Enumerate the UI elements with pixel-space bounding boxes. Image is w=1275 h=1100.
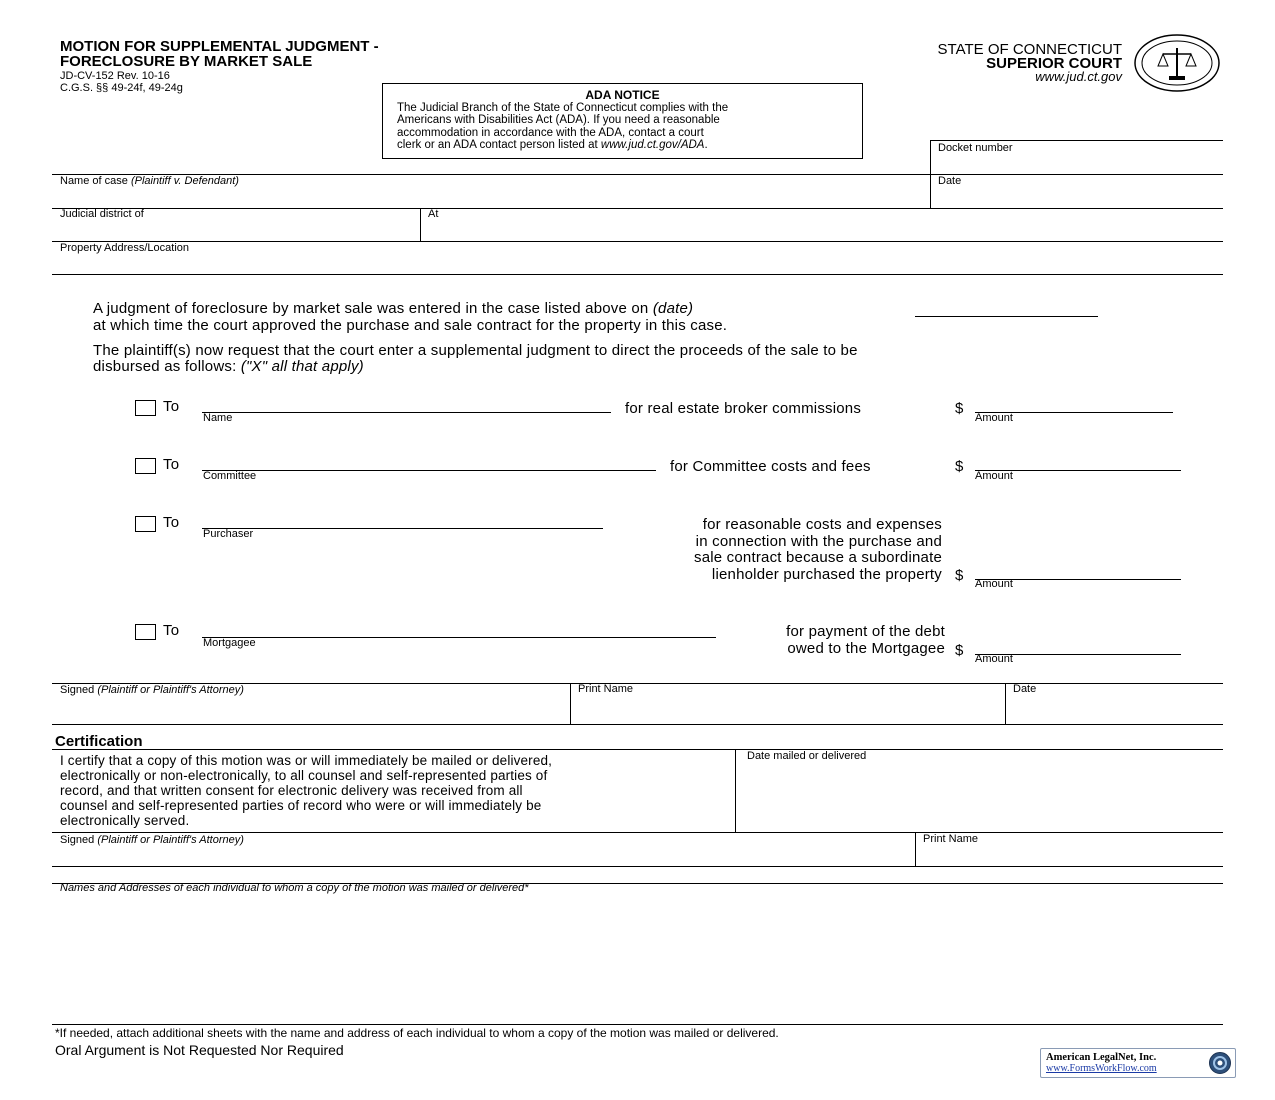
broker-name-line[interactable]: [202, 398, 611, 413]
signature-input[interactable]: [60, 700, 564, 720]
mortgagee-to-label: To: [163, 622, 180, 639]
request-paragraph-line1: The plaintiff(s) now request that the court enter a supplemental judgment to direct the proceeds of the sale to be: [93, 342, 858, 359]
request-paragraph-line2: [93, 358, 364, 375]
statute-reference: C.G.S. §§ 49-24f, 49-24g: [60, 82, 183, 94]
cert-signed-label: [60, 834, 244, 846]
certification-text-line3: record, and that written consent for electronic delivery was received from all: [60, 783, 523, 798]
form-number: JD-CV-152 Rev. 10-16: [60, 70, 170, 82]
date-input[interactable]: [938, 189, 1222, 207]
ada-text-line4: clerk or an ADA contact person listed at: [397, 138, 601, 151]
committee-dollar-sign: $: [955, 458, 964, 475]
case-name-hint: (Plaintiff v. Defendant): [130, 175, 239, 187]
case-name-label-text: Name of case: [60, 175, 128, 187]
mortgagee-dollar-sign: $: [955, 642, 964, 659]
judicial-district-input[interactable]: [60, 222, 414, 240]
vendor-badge[interactable]: [1040, 1048, 1236, 1078]
judicial-district-label: Judicial district of: [60, 208, 144, 220]
vendor-logo-icon: [1208, 1051, 1232, 1075]
court-website[interactable]: www.jud.ct.gov: [1035, 69, 1122, 84]
cert-signed-label-text: Signed: [60, 834, 95, 846]
judgment-paragraph-line1: [93, 300, 693, 317]
certification-text-line1: I certify that a copy of this motion was or will immediately be mailed or delivered,: [60, 753, 553, 768]
ada-notice-title: ADA NOTICE: [585, 88, 660, 102]
form-title-line1: MOTION FOR SUPPLEMENTAL JUDGMENT -: [60, 38, 379, 55]
case-name-label: [60, 175, 239, 187]
signed-label: [60, 684, 244, 696]
purchaser-amount-label: Amount: [975, 578, 1013, 590]
signature-date-label: Date: [1013, 683, 1037, 695]
purchaser-checkbox[interactable]: [135, 516, 156, 532]
committee-to-label: To: [163, 456, 180, 473]
signed-hint: (Plaintiff or Plaintiff's Attorney): [97, 684, 244, 696]
names-addresses-input[interactable]: [60, 898, 1222, 1022]
mortgagee-description: [786, 624, 945, 657]
broker-amount-label: Amount: [975, 412, 1013, 424]
request-text: disbursed as follows:: [93, 358, 241, 375]
purchaser-name-label: Purchaser: [203, 528, 254, 540]
mortgagee-checkbox[interactable]: [135, 624, 156, 640]
broker-amount-line[interactable]: [975, 398, 1173, 413]
broker-dollar-sign: $: [955, 400, 964, 417]
oral-argument-note: Oral Argument is Not Requested Nor Required: [55, 1042, 344, 1058]
property-address-input[interactable]: [60, 256, 1222, 274]
judgment-paragraph-line2: at which time the court approved the purchase and sale contract for the property in this case.: [93, 317, 728, 334]
cert-signature-input[interactable]: [60, 847, 909, 865]
ada-notice-box: [382, 83, 863, 159]
purchaser-desc-line4: lienholder purchased the property: [711, 566, 942, 584]
committee-amount-label: Amount: [975, 470, 1013, 482]
at-input[interactable]: [428, 222, 1222, 240]
ada-text-line1: The Judicial Branch of the State of Connecticut complies with the: [397, 102, 729, 114]
date-mailed-label: Date mailed or delivered: [747, 750, 867, 762]
signature-date-input[interactable]: [1013, 700, 1222, 720]
ada-text-line3: accommodation in accordance with the ADA, contact a court: [397, 126, 704, 139]
cert-print-name-label: Print Name: [923, 833, 979, 845]
mortgagee-name-label: Mortgagee: [203, 637, 256, 649]
broker-description: for real estate broker commissions: [625, 400, 862, 417]
purchaser-desc-line3: sale contract because a subordinate: [694, 549, 942, 567]
committee-amount-line[interactable]: [975, 456, 1181, 471]
case-name-input[interactable]: [60, 189, 924, 207]
mortgagee-name-line[interactable]: [202, 623, 716, 638]
mortgagee-desc-line1: for payment of the debt: [786, 623, 945, 640]
cert-signed-hint: (Plaintiff or Plaintiff's Attorney): [97, 834, 244, 846]
docket-number-input[interactable]: [938, 156, 1222, 174]
certification-text-line4: counsel and self-represented parties of record who were or will immediately be: [60, 798, 542, 813]
form-title-line2: FORECLOSURE BY MARKET SALE: [60, 53, 313, 70]
committee-description: for Committee costs and fees: [670, 458, 871, 475]
judgment-date-input[interactable]: [917, 298, 1101, 316]
broker-checkbox[interactable]: [135, 400, 156, 416]
vendor-url[interactable]: www.FormsWorkFlow.com: [1046, 1063, 1157, 1074]
certification-text-line2: electronically or non-electronically, to all counsel and self-represented parties of: [60, 768, 548, 783]
date-label: Date: [938, 175, 962, 187]
print-name-input[interactable]: [578, 700, 1002, 720]
date-mailed-input[interactable]: [747, 770, 1221, 790]
ada-link[interactable]: www.jud.ct.gov/ADA: [600, 138, 705, 151]
docket-number-label: Docket number: [938, 142, 1013, 154]
judgment-text: A judgment of foreclosure by market sale was entered in the case listed above on: [93, 300, 653, 317]
broker-to-label: To: [163, 398, 180, 415]
court-name: SUPERIOR COURT: [986, 55, 1122, 72]
vendor-name: American LegalNet, Inc.: [1046, 1052, 1157, 1063]
broker-name-label: Name: [203, 412, 233, 424]
judgment-date-hint: (date): [652, 300, 694, 317]
mortgagee-desc-line2: owed to the Mortgagee: [787, 639, 945, 657]
purchaser-description: [694, 517, 942, 584]
request-hint: ("X" all that apply): [240, 358, 364, 375]
purchaser-desc-line1: for reasonable costs and expenses: [702, 516, 942, 533]
purchaser-to-label: To: [163, 514, 180, 531]
ada-text-period: .: [704, 138, 708, 151]
mortgagee-amount-label: Amount: [975, 653, 1013, 665]
state-seal-icon: [1133, 34, 1221, 92]
signed-label-text: Signed: [60, 684, 95, 696]
footer-note: *If needed, attach additional sheets with the name and address of each individual to whom a copy of the motion was mailed or delivered.: [55, 1026, 779, 1040]
names-addresses-label: Names and Addresses of each individual to whom a copy of the motion was mailed or delivered*: [60, 882, 529, 894]
property-address-label: Property Address/Location: [60, 242, 190, 254]
ada-text-line2: Americans with Disabilities Act (ADA). If you need a reasonable: [397, 114, 720, 127]
committee-name-line[interactable]: [202, 456, 656, 471]
purchaser-name-line[interactable]: [202, 514, 603, 529]
at-label: At: [428, 208, 439, 220]
certification-text-line5: electronically served.: [60, 813, 190, 828]
certification-text: [60, 753, 552, 828]
purchaser-dollar-sign: $: [955, 567, 964, 584]
committee-checkbox[interactable]: [135, 458, 156, 474]
purchaser-desc-line2: in connection with the purchase and: [695, 532, 942, 550]
state-name: STATE OF CONNECTICUT: [937, 41, 1122, 58]
cert-print-name-input[interactable]: [923, 847, 1222, 865]
committee-name-label: Committee: [203, 470, 257, 482]
print-name-label: Print Name: [578, 683, 634, 695]
certification-heading: Certification: [55, 733, 143, 750]
